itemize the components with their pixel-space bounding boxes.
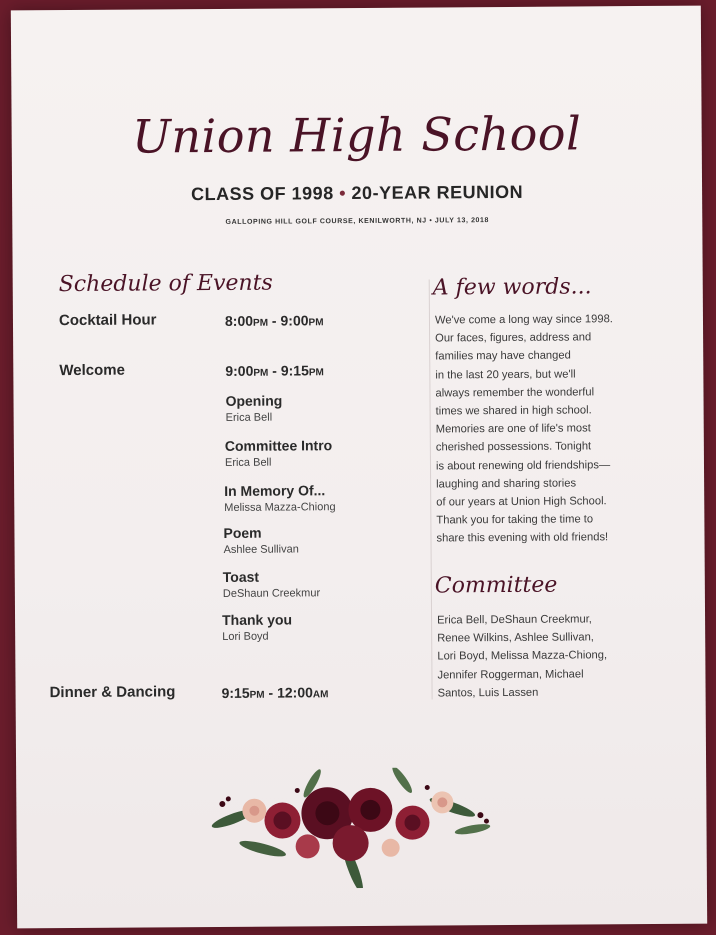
program-item-person: Ashlee Sullivan xyxy=(223,543,299,556)
event-time: 9:15PM - 12:00AM xyxy=(221,684,329,701)
column-divider xyxy=(429,280,433,700)
rose-icon xyxy=(264,787,430,862)
program-item-title: Toast xyxy=(222,568,260,585)
program-item-title: Thank you xyxy=(222,611,293,628)
program-item-person: Melissa Mazza-Chiong xyxy=(224,501,336,514)
event-location: GALLOPING HILL GOLF COURSE, KENILWORTH, NJ • JULY 13, 2018 xyxy=(225,217,490,226)
program-sheet xyxy=(11,6,707,929)
reunion-text: 20-YEAR REUNION xyxy=(351,181,524,204)
event-time: 9:00PM - 9:15PM xyxy=(225,362,324,379)
subtitle-separator: • xyxy=(339,183,347,204)
few-words-heading: A few words... xyxy=(432,274,592,301)
program-item-title: Committee Intro xyxy=(224,437,333,454)
program-item-person: Erica Bell xyxy=(225,411,273,424)
program-item-title: Opening xyxy=(225,392,283,409)
program-item-title: Poem xyxy=(223,524,262,541)
program-item-person: Erica Bell xyxy=(224,456,272,469)
class-of-text: CLASS OF 1998 xyxy=(191,183,334,205)
committee-names: Erica Bell, DeShaun Creekmur, Renee Wilkins, Ashlee Sullivan, Lori Boyd, Melissa Mazza-Chiong, Jennifer Roggerman, Michael Santos, Luis Lassen xyxy=(437,613,608,700)
reunion-subtitle xyxy=(12,181,702,207)
program-item-title: In Memory Of... xyxy=(224,482,326,499)
program-item-person: Lori Boyd xyxy=(222,630,269,643)
school-title: Union High School xyxy=(131,106,582,164)
event-label: Welcome xyxy=(59,361,125,380)
floral-decoration xyxy=(202,767,503,889)
event-label: Dinner & Dancing xyxy=(49,683,176,702)
committee-heading: Committee xyxy=(434,572,558,599)
event-label: Cocktail Hour xyxy=(58,311,157,330)
event-time: 8:00PM - 9:00PM xyxy=(224,312,324,329)
schedule-heading: Schedule of Events xyxy=(58,270,273,298)
program-item-person: DeShaun Creekmur xyxy=(222,587,321,600)
few-words-text: We've come a long way since 1998. Our faces, figures, address and families may have changed in the last 20 years, but we'll always remember the wonderful times we shared in high school. Memories are one of life's most cherished possessions. Tonight is about renewing old friendships— laughing and sharing stories of our years at Union High School. Thank you for taking the time to share this evening with old friends! xyxy=(434,313,613,545)
